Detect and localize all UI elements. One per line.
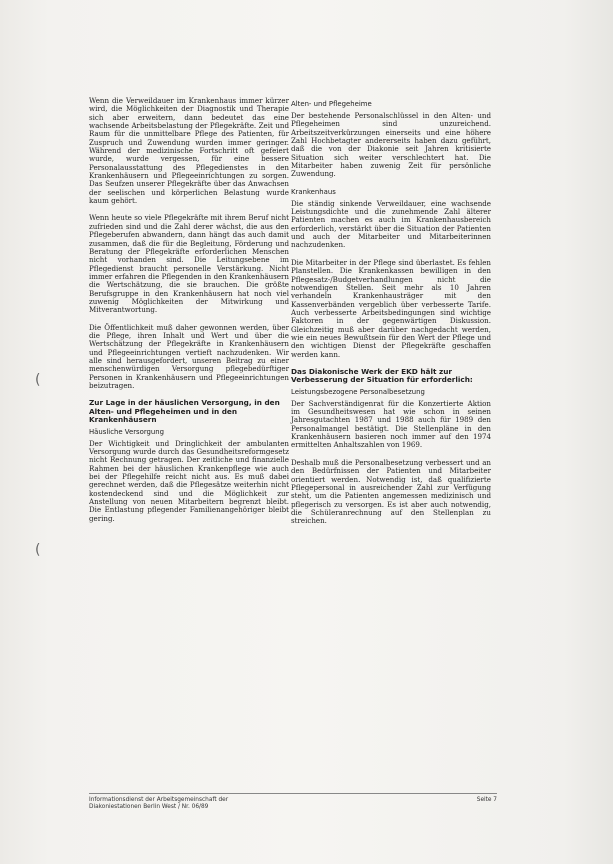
punch-hole-mark: ( [35, 542, 41, 558]
section-heading: Zur Lage in der häuslichen Versorgung, in den Alten- und Pflegeheimen und in den Krankenhäusern [89, 398, 280, 425]
right-column [291, 100, 491, 535]
paragraph: Die Mitarbeiter in der Pflege sind überlastet. Es fehlen Planstellen. Die Krankenkassen bewilligen in den Pflegesatz-/Budgetverhandlungen nicht die notwendigen Stellen. Seit mehr als 10 Jahren verhandeln Krankenhausträger mit den Kassenverbänden vergeblich über verbesserte Tarife. Auch verbesserte Arbeitsbedingungen sind wichtige Faktoren in der gegenwärtigen Diskussion. Gleichzeitig muß aber darüber nachgedacht werden, wie ein neues Bewußtsein für den Wert der Pflege und den wichtigen Dienst der Pflegekräfte geschaffen werden kann. [291, 257, 491, 359]
footer-line: Diakoniestationen Berlin West / Nr. 06/89 [89, 804, 209, 810]
section-subheading: Krankenhaus [291, 187, 336, 196]
left-column [89, 97, 289, 532]
page-number: Seite 7 [476, 797, 497, 803]
footer-line: Informationsdienst der Arbeitsgemeinschaft der [89, 797, 229, 803]
section-subheading: Alten- und Pflegeheime [291, 100, 372, 108]
paragraph: Deshalb muß die Personalbesetzung verbessert und an den Bedürfnissen der Patienten und Mitarbeiter orientiert werden. Notwendig ist, daß qualifizierte Pflegepersonal in ausreichender Zahl zur Verfügung steht, um die Patienten angemessen medizinisch und pflegerisch zu versorgen. Es ist aber auch notwendig, die Schüleranrechnung auf den Stellenplan zu streichen. [291, 457, 491, 526]
paragraph: Wenn die Verweildauer im Krankenhaus immer kürzer wird, die Möglichkeiten der Diagnostik und Therapie sich aber erweitern, dann bedeutet das eine wachsende Arbeitsbelastung der Pflegekräfte. Zeit und Raum für die unmittelbare Pflege des Patienten, für Zuspruch und Zuwendung wurden immer geringer. Während der medizinische Fortschritt oft gefeiert wurde, wurde vergessen, für eine bessere Personalausstattung des Pflegedienstes in den Krankenhäusern und Pflegeeinrichtungen zu sorgen. Das Seufzen unserer Pflegekräfte über das Anwachsen der seelischen und körperlichen Belastung wurde kaum gehört. [89, 96, 289, 206]
paragraph: Wenn heute so viele Pflegekräfte mit ihrem Beruf nicht zufrieden sind und die Zahl derer wächst, die aus den Pflegeberufen abwandern, dann hängt das auch damit zusammen, daß die für die Begleitung, Förderung und Beratung der Pflegekräfte erforderlichen Menschen nicht vorhanden sind. Die Leitungsebene im Pflegedienst braucht personelle Verstärkung. Nicht immer erfahren die Pflegenden in den Krankenhäusern die Wertschätzung, die sie brauchen. Die größte Berufsgruppe in den Krankenhäusern hat noch viel zuwenig Möglichkeiten der Mitwirkung und Mitverantwortung. [89, 213, 289, 315]
paragraph: Die ständig sinkende Verweildauer, eine wachsende Leistungsdichte und die zunehmende Zahl älterer Patienten machen es auch im Krankenhausbereich erforderlich, verstärkt über die Situation der Patienten und auch der Mitarbeiter und Mitarbeiterinnen nachzudenken. [291, 198, 491, 250]
paragraph: Die Öffentlichkeit muß daher gewonnen werden, über die Pflege, ihren Inhalt und Wert und über die Wertschätzung der Pflegekräfte in Krankenhäusern und Pflegeeinrichtungen vertieft nachzudenken. Wir alle sind herausgefordert, unseren Beitrag zu einer menschenwürdigen Versorgung pflegebedürftiger Personen in Krankenhäusern und Pflegeeinrichtungen beizutragen. [89, 322, 289, 390]
section-subheading: Leistungsbezogene Personalbesetzung [291, 387, 425, 396]
paragraph: Der Wichtigkeit und Dringlichkeit der ambulanten Versorgung wurde durch das Gesundheitsreformgesetz nicht Rechnung getragen. Der zeitliche und finanzielle Rahmen bei der häuslichen Krankenpflege wie auch bei der Pflegehilfe reicht nicht aus. Es muß dabei gerechnet werden, daß die Pflegesätze weiterhin nicht kostendeckend sind und die Möglichkeit zur Anstellung von neuen Mitarbeitern begrenzt bleibt. Die Entlastung pflegender Familienangehöriger bleibt gering. [89, 438, 289, 523]
section-subheading: Häusliche Versorgung [89, 427, 165, 436]
punch-hole-mark: ( [35, 372, 41, 388]
paragraph: Der bestehende Personalschlüssel in den Alten- und Pflegeheimen sind unzureichend. Arbeitszeitverkürzungen einerseits und eine höhere Zahl Hochbetagter andererseits haben dazu geführt, daß die von der Diakonie seit Jahren kritisierte Situation sich weiter verschlechtert hat. Die Mitarbeiter haben zuwenig Zeit für persönliche Zuwendung. [291, 111, 491, 179]
footer-divider [89, 793, 497, 794]
footer-publication [89, 797, 319, 811]
section-heading: Das Diakonische Werk der EKD hält zur Verbesserung der Situation für erforderlich: [291, 366, 473, 385]
paragraph: Der Sachverständigenrat für die Konzertierte Aktion im Gesundheitswesen hat wie schon in seinen Jahresgutachten 1987 und 1988 auch für 1989 den Personalmangel bestätigt. Die Stellenpläne in den Krankenhäusern basieren noch immer auf den 1974 ermittelten Anhaltszahlen von 1969. [291, 398, 491, 450]
